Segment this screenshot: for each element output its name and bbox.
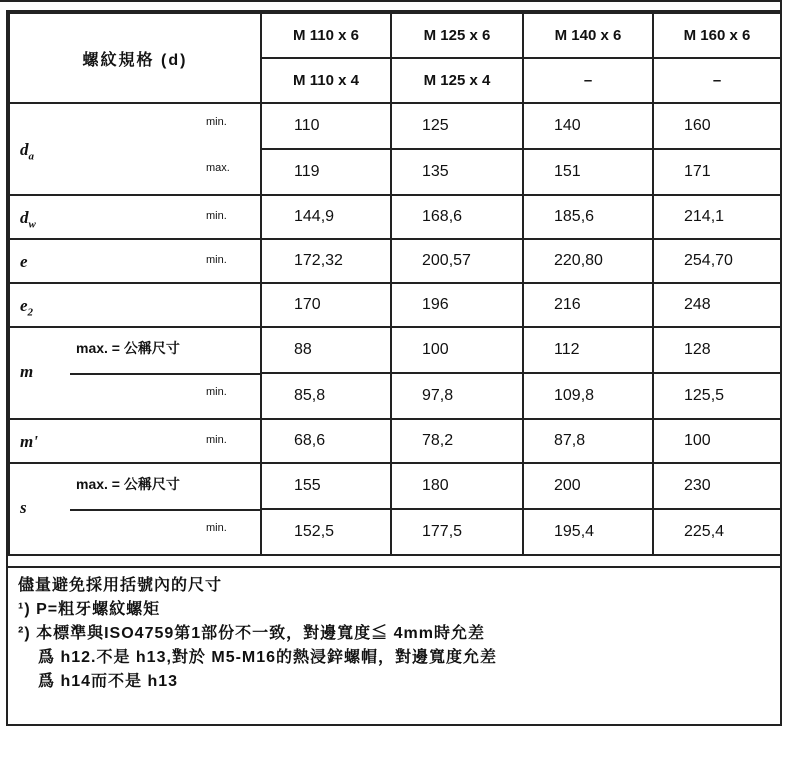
value-cell: 214,1 xyxy=(653,195,781,239)
top-rule xyxy=(0,0,790,10)
tag-min: min. xyxy=(206,254,227,266)
row-da-min xyxy=(9,103,781,149)
value-cell: 152,5 xyxy=(261,509,391,555)
value-cell: 100 xyxy=(391,327,523,373)
footnote-line: 儘量避免採用括號內的尺寸 xyxy=(18,577,223,594)
value-cell: 168,6 xyxy=(391,195,523,239)
value-cell: 85,8 xyxy=(261,373,391,419)
header-fine: M 110 x 4 xyxy=(261,58,391,103)
value-cell: 171 xyxy=(653,149,781,195)
tag-min: min. xyxy=(206,386,227,398)
value-cell: 216 xyxy=(523,283,653,327)
symbol-da: $d_a$ xyxy=(20,140,34,163)
row-e xyxy=(9,239,781,283)
value-cell: 200,57 xyxy=(391,239,523,283)
header-fine: – xyxy=(653,58,781,103)
header-coarse: M 125 x 6 xyxy=(391,13,523,58)
row-label-da xyxy=(9,103,261,195)
spec-label-cell xyxy=(9,13,261,103)
value-cell: 177,5 xyxy=(391,509,523,555)
value-cell: 135 xyxy=(391,149,523,195)
footnote-line: ²) 本標準與ISO4759第1部份不一致，對邊寬度≦ 4mm時允差 xyxy=(18,625,485,642)
value-cell: 195,4 xyxy=(523,509,653,555)
footnotes xyxy=(8,566,780,724)
value-cell: 172,32 xyxy=(261,239,391,283)
divider xyxy=(70,373,260,375)
tag-min: min. xyxy=(206,522,227,534)
value-cell: 100 xyxy=(653,419,781,463)
tag-max-nominal: max. = 公稱尺寸 xyxy=(76,476,180,492)
value-cell: 200 xyxy=(523,463,653,509)
symbol-s: s xyxy=(20,498,27,517)
header-fine: – xyxy=(523,58,653,103)
value-cell: 110 xyxy=(261,103,391,149)
value-cell: 140 xyxy=(523,103,653,149)
value-cell: 151 xyxy=(523,149,653,195)
value-cell: 248 xyxy=(653,283,781,327)
symbol-m: m xyxy=(20,362,34,381)
symbol-m-prime: m' xyxy=(20,432,38,451)
footnote-line: 爲 h12.不是 h13,對於 M5-M16的熱浸鋅螺帽，對邊寬度允差 xyxy=(38,649,498,666)
footnote-line: 爲 h14而不是 h13 xyxy=(38,673,179,690)
header-fine: M 125 x 4 xyxy=(391,58,523,103)
symbol-dw: $d_w$ xyxy=(20,208,36,231)
value-cell: 109,8 xyxy=(523,373,653,419)
row-label-m-prime xyxy=(9,419,261,463)
spec-label: 螺紋規格 (d) xyxy=(82,51,188,69)
value-cell: 225,4 xyxy=(653,509,781,555)
value-cell: 68,6 xyxy=(261,419,391,463)
symbol-e2: $e_2$ xyxy=(20,296,34,319)
spec-table-frame xyxy=(6,10,782,726)
symbol-e: e xyxy=(20,252,28,271)
value-cell: 112 xyxy=(523,327,653,373)
tag-min: min. xyxy=(206,434,227,446)
value-cell: 196 xyxy=(391,283,523,327)
row-dw xyxy=(9,195,781,239)
value-cell: 230 xyxy=(653,463,781,509)
tag-max-nominal: max. = 公稱尺寸 xyxy=(76,340,180,356)
header-coarse: M 160 x 6 xyxy=(653,13,781,58)
row-m-prime xyxy=(9,419,781,463)
tag-min: min. xyxy=(206,116,227,128)
value-cell: 128 xyxy=(653,327,781,373)
tag-min: min. xyxy=(206,210,227,222)
value-cell: 170 xyxy=(261,283,391,327)
row-e2 xyxy=(9,283,781,327)
row-m-max xyxy=(9,327,781,373)
value-cell: 220,80 xyxy=(523,239,653,283)
value-cell: 185,6 xyxy=(523,195,653,239)
value-cell: 125 xyxy=(391,103,523,149)
value-cell: 254,70 xyxy=(653,239,781,283)
value-cell: 119 xyxy=(261,149,391,195)
row-label-e2 xyxy=(9,283,261,327)
row-label-m xyxy=(9,327,261,419)
row-label-dw xyxy=(9,195,261,239)
value-cell: 87,8 xyxy=(523,419,653,463)
thread-spec-table xyxy=(8,12,782,556)
row-s-max xyxy=(9,463,781,509)
value-cell: 144,9 xyxy=(261,195,391,239)
value-cell: 125,5 xyxy=(653,373,781,419)
value-cell: 97,8 xyxy=(391,373,523,419)
value-cell: 180 xyxy=(391,463,523,509)
row-label-s xyxy=(9,463,261,555)
header-row-coarse xyxy=(9,13,781,58)
tag-max: max. xyxy=(206,162,230,174)
footnote-line: ¹) P=粗牙螺紋螺矩 xyxy=(18,601,161,618)
value-cell: 78,2 xyxy=(391,419,523,463)
row-label-e xyxy=(9,239,261,283)
divider xyxy=(70,509,260,511)
value-cell: 160 xyxy=(653,103,781,149)
header-coarse: M 140 x 6 xyxy=(523,13,653,58)
value-cell: 88 xyxy=(261,327,391,373)
header-coarse: M 110 x 6 xyxy=(261,13,391,58)
value-cell: 155 xyxy=(261,463,391,509)
